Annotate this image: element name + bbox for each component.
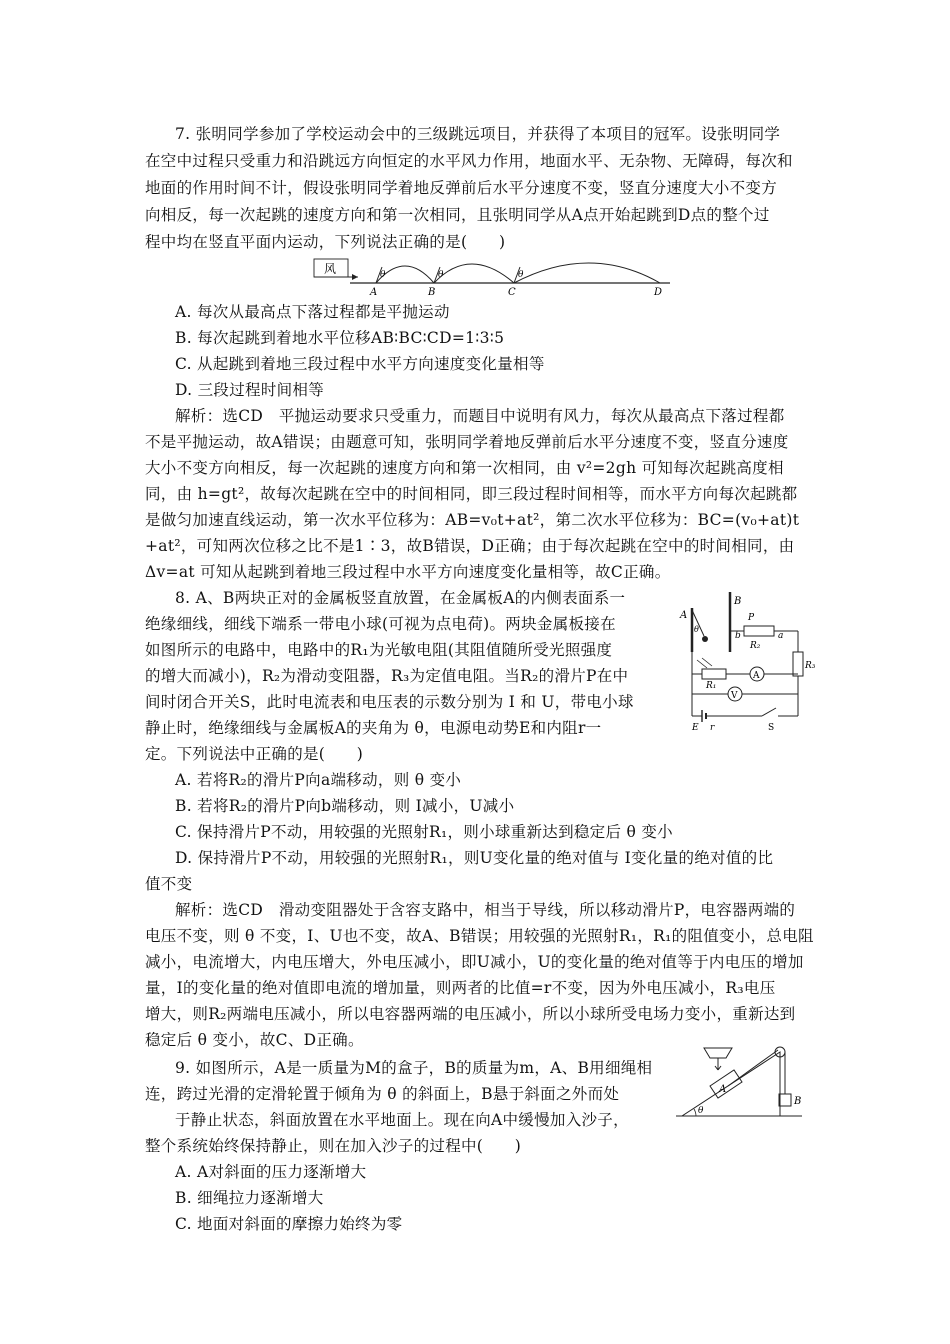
q7-option-b: B. 每次起跳到着地水平位移AB∶BC∶CD=1∶3∶5 bbox=[175, 329, 505, 347]
theta-label-c: θ bbox=[518, 270, 524, 280]
q7-line-5: 程中均在竖直平面内运动，下列说法正确的是( ) bbox=[145, 233, 506, 251]
q8-solution-5: 增大，则R₂两端电压减小，所以电容器两端的电压减小，所以小球所受电场力变小，重新达到 bbox=[145, 1005, 796, 1023]
plate-a-label: A bbox=[680, 610, 688, 621]
q8-solution-1: 解析：选CD 滑动变阻器处于含容支路中，相当于导线，所以移动滑片P，电容器两端的 bbox=[175, 901, 796, 919]
block-b-label: B bbox=[794, 1096, 802, 1107]
q9-option-b: B. 细绳拉力逐渐增大 bbox=[175, 1189, 324, 1207]
plate-b-label: B bbox=[734, 596, 742, 607]
theta-label: θ bbox=[694, 625, 699, 634]
q7-line-3: 地面的作用时间不计，假设张明同学着地反弹前后水平分速度不变，竖直分速度大小不变方 bbox=[145, 179, 778, 197]
q8-line-3: 如图所示的电路中，电路中的R₁为光敏电阻(其阻值随所受光照强度 bbox=[145, 641, 613, 659]
q8-line-1: 8. A、B两块正对的金属板竖直放置，在金属板A的内侧表面系一 bbox=[175, 589, 626, 607]
q9-line-3: 于静止状态，斜面放置在水平地面上。现在向A中缓慢加入沙子， bbox=[175, 1111, 629, 1129]
q7-option-c: C. 从起跳到着地三段过程中水平方向速度变化量相等 bbox=[175, 355, 545, 373]
q8-option-d-line-2: 值不变 bbox=[145, 875, 193, 893]
point-b-label: B bbox=[428, 287, 436, 297]
q7-solution-4: 同，由 h=gt²，故每次起跳在空中的时间相同，即三段过程时间相等，而水平方向每次起跳都 bbox=[145, 485, 798, 503]
q8-solution-4: 量，I的变化量的绝对值即电流的增加量，则两者的比值=r不变，因为外电压减小，R₃电压 bbox=[145, 979, 776, 997]
r1-label: R₁ bbox=[706, 681, 717, 691]
voltmeter-label: V bbox=[731, 691, 738, 701]
q7-line-2: 在空中过程只受重力和沿跳远方向恒定的水平风力作用，地面水平、无杂物、无障碍，每次和 bbox=[145, 152, 793, 170]
r2-label: R₂ bbox=[750, 641, 761, 651]
q7-option-a: A. 每次从最高点下落过程都是平抛运动 bbox=[175, 303, 450, 321]
q7-solution-7: Δv=at 可知从起跳到着地三段过程中水平方向速度变化量相等，故C正确。 bbox=[145, 563, 671, 581]
q7-solution-3: 大小不变方向相反，每一次起跳的速度方向和第一次相同，由 v²=2gh 可知每次起跳高度相 bbox=[145, 459, 784, 477]
q7-line-4: 向相反，每一次起跳的速度方向和第一次相同，且张明同学从A点开始起跳到D点的整个过 bbox=[145, 206, 770, 224]
q8-option-d-line-1: D. 保持滑片P不动，用较强的光照射R₁，则U变化量的绝对值与 I变化量的绝对值的比 bbox=[175, 849, 774, 867]
q9-option-c: C. 地面对斜面的摩擦力始终为零 bbox=[175, 1215, 403, 1233]
q8-line-2: 绝缘细线，细线下端系一带电小球(可视为点电荷)。两块金属板接在 bbox=[145, 615, 616, 633]
q7-line-1: 7. 张明同学参加了学校运动会中的三级跳远项目，并获得了本项目的冠军。设张明同学 bbox=[175, 125, 781, 143]
q8-line-4: 的增大而减小)，R₂为滑动变阻器，R₃为定值电阻。当R₂的滑片P在中 bbox=[145, 667, 629, 685]
q7-option-d: D. 三段过程时间相等 bbox=[175, 381, 325, 399]
end-b-label: b bbox=[735, 631, 741, 641]
q9-option-a: A. A对斜面的压力逐渐增大 bbox=[175, 1163, 367, 1181]
internal-resistance-label: r bbox=[710, 723, 715, 732]
box-a-label: A bbox=[719, 1084, 727, 1095]
q7-jump-diagram bbox=[310, 255, 680, 297]
q8-line-5: 间时闭合开关S，此时电流表和电压表的示数分别为 I 和 U，带电小球 bbox=[145, 693, 634, 711]
q8-option-b: B. 若将R₂的滑片P向b端移动，则 I减小，U减小 bbox=[175, 797, 515, 815]
q7-solution-2: 不是平抛运动，故A错误；由题意可知，张明同学着地反弹前后水平分速度不变，竖直分速度 bbox=[145, 433, 789, 451]
q7-solution-6: +at²，可知两次位移之比不是1∶3，故B错误，D正确；由于每次起跳在空中的时间相同，由 bbox=[145, 537, 795, 555]
incline-angle-label: θ bbox=[698, 1106, 704, 1116]
point-c-label: C bbox=[508, 287, 516, 297]
emf-label: E bbox=[692, 723, 699, 732]
q9-incline-diagram bbox=[672, 1042, 812, 1122]
point-d-label: D bbox=[654, 287, 663, 297]
q9-line-4: 整个系统始终保持静止，则在加入沙子的过程中( ) bbox=[145, 1137, 522, 1155]
q8-option-c: C. 保持滑片P不动，用较强的光照射R₁，则小球重新达到稳定后 θ 变小 bbox=[175, 823, 673, 841]
theta-label-b: θ bbox=[438, 270, 444, 280]
q7-solution-1: 解析：选CD 平抛运动要求只受重力，而题目中说明有风力，每次从最高点下落过程都 bbox=[175, 407, 785, 425]
q9-line-2: 连，跨过光滑的定滑轮置于倾角为 θ 的斜面上，B悬于斜面之外而处 bbox=[145, 1085, 620, 1103]
wind-label: 风 bbox=[324, 262, 337, 276]
q8-solution-2: 电压不变，则 θ 不变，I、U也不变，故A、B错误；用较强的光照射R₁，R₁的阻值变小，总电阻 bbox=[145, 927, 814, 945]
q7-solution-5: 是做匀加速直线运动，第一次水平位移为：AB=v₀t+at²，第二次水平位移为：BC=(v₀+at)t bbox=[145, 511, 800, 529]
slider-p-label: P bbox=[748, 613, 755, 623]
q8-solution-6: 稳定后 θ 变小，故C、D正确。 bbox=[145, 1031, 364, 1049]
q8-solution-3: 减小，电流增大，内电压增大，外电压减小，即U减小，U的变化量的绝对值等于内电压的增加 bbox=[145, 953, 804, 971]
point-a-label: A bbox=[370, 287, 378, 297]
q8-line-7: 定。下列说法中正确的是( ) bbox=[145, 745, 364, 763]
ammeter-label: A bbox=[753, 671, 760, 681]
q8-option-a: A. 若将R₂的滑片P向a端移动，则 θ 变小 bbox=[175, 771, 462, 789]
theta-label-a: θ bbox=[380, 270, 386, 280]
r3-label: R₃ bbox=[805, 661, 816, 671]
q8-circuit-diagram bbox=[672, 582, 822, 732]
q9-line-1: 9. 如图所示，A是一质量为M的盒子，B的质量为m，A、B用细绳相 bbox=[175, 1059, 653, 1077]
switch-label: S bbox=[768, 723, 775, 732]
end-a-label: a bbox=[778, 631, 784, 641]
q8-line-6: 静止时，绝缘细线与金属板A的夹角为 θ，电源电动势E和内阻r一 bbox=[145, 719, 602, 737]
